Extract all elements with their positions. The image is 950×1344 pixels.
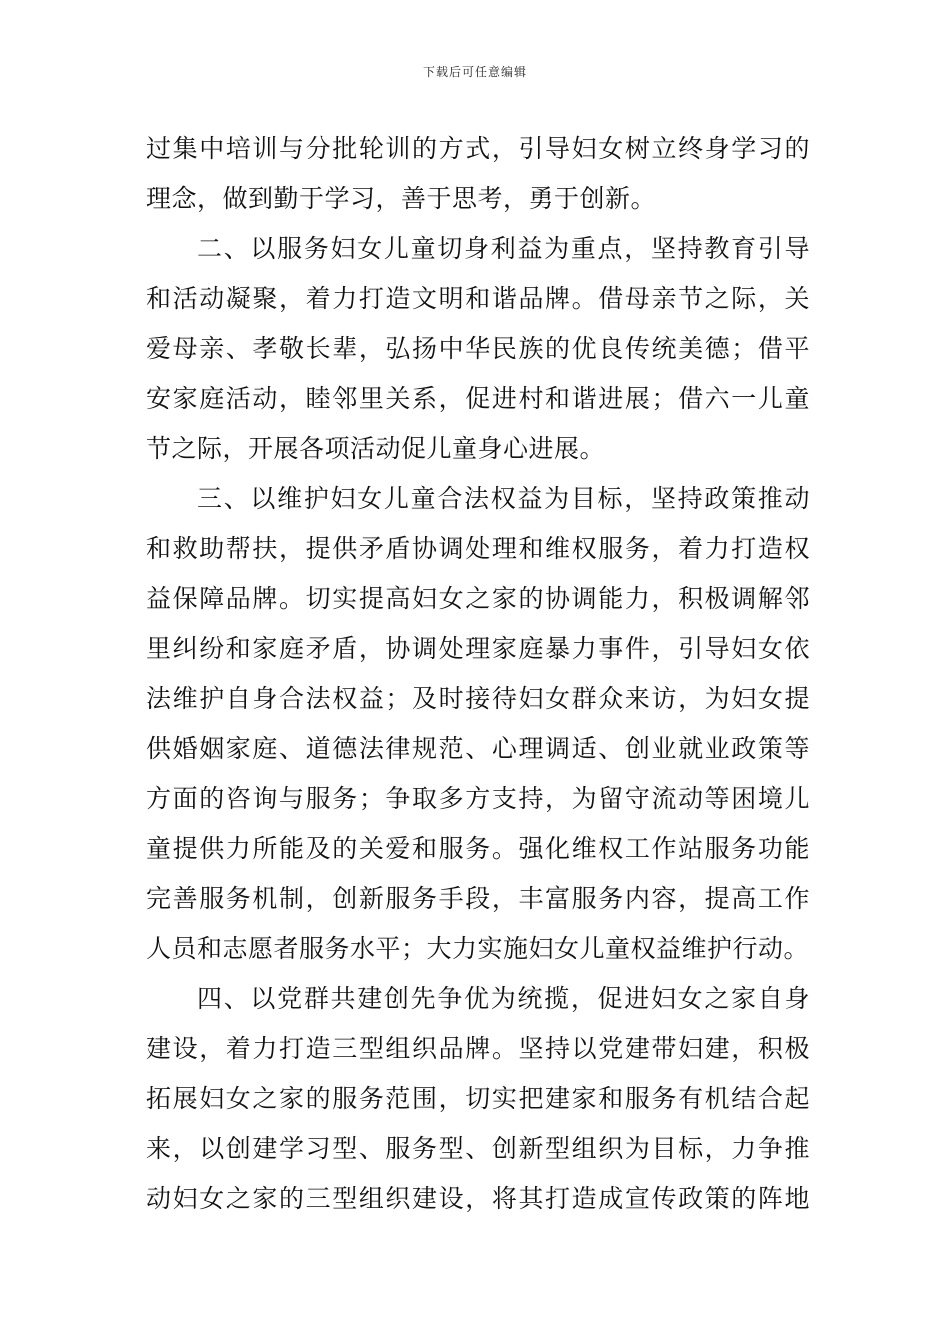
text-line: 安家庭活动，睦邻里关系，促进村和谐进展；借六一儿童	[146, 384, 810, 413]
text-line: 节之际，开展各项活动促儿童身心进展。	[146, 434, 606, 463]
text-line: 理念，做到勤于学习，善于思考，勇于创新。	[146, 184, 657, 213]
text-line: 童提供力所能及的关爱和服务。强化维权工作站服务功能	[146, 834, 810, 863]
text-line: 动妇女之家的三型组织建设，将其打造成宣传政策的阵地	[146, 1184, 810, 1213]
page-header: 下载后可任意编辑	[422, 65, 527, 79]
text-line: 里纠纷和家庭矛盾，协调处理家庭暴力事件，引导妇女依	[146, 634, 810, 663]
text-line: 人员和志愿者服务水平；大力实施妇女儿童权益维护行动。	[146, 934, 810, 963]
text-line: 过集中培训与分批轮训的方式，引导妇女树立终身学习的	[146, 134, 810, 163]
text-line: 方面的咨询与服务；争取多方支持，为留守流动等困境儿	[146, 784, 810, 813]
text-line: 建设，着力打造三型组织品牌。坚持以党建带妇建，积极	[146, 1034, 810, 1063]
text-line: 和救助帮扶，提供矛盾协调处理和维权服务，着力打造权	[146, 534, 810, 563]
text-line: 完善服务机制，创新服务手段，丰富服务内容，提高工作	[146, 884, 810, 913]
text-line: 三、以维护妇女儿童合法权益为目标，坚持政策推动	[197, 484, 810, 513]
text-line: 供婚姻家庭、道德法律规范、心理调适、创业就业政策等	[146, 734, 810, 763]
text-line: 爱母亲、孝敬长辈，弘扬中华民族的优良传统美德；借平	[146, 334, 810, 363]
text-line: 和活动凝聚，着力打造文明和谐品牌。借母亲节之际，关	[146, 284, 810, 313]
text-line: 拓展妇女之家的服务范围，切实把建家和服务有机结合起	[146, 1084, 810, 1113]
text-line: 二、以服务妇女儿童切身利益为重点，坚持教育引导	[197, 234, 810, 263]
document-body	[146, 124, 810, 1224]
text-line: 法维护自身合法权益；及时接待妇女群众来访，为妇女提	[146, 684, 810, 713]
text-line: 来，以创建学习型、服务型、创新型组织为目标，力争推	[146, 1134, 810, 1163]
text-line: 四、以党群共建创先争优为统揽，促进妇女之家自身	[197, 984, 810, 1013]
text-line: 益保障品牌。切实提高妇女之家的协调能力，积极调解邻	[146, 584, 810, 613]
